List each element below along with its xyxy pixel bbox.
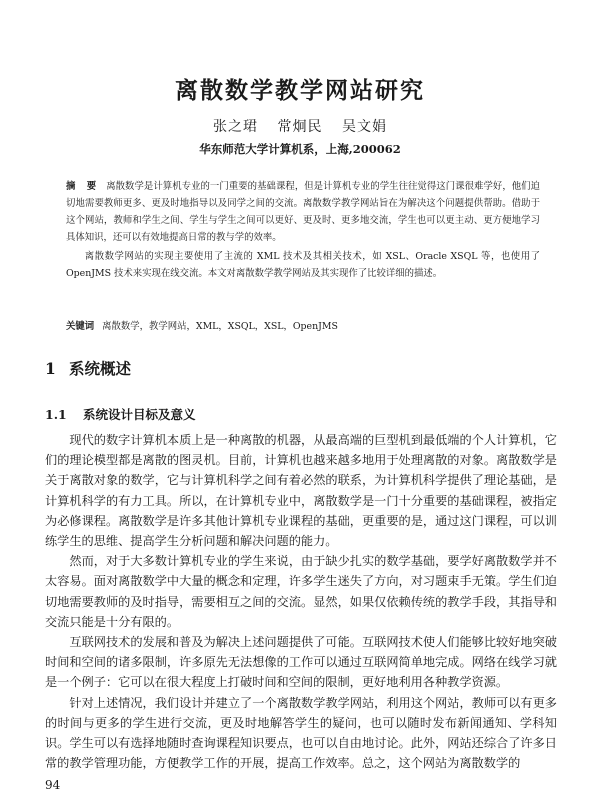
paper-title: 离散数学教学网站研究: [175, 77, 425, 104]
keywords-label: 关键词: [66, 321, 95, 332]
abstract-text-1: 离散数学是计算机专业的一门重要的基础课程，但是计算机专业的学生往往觉得这门课很难学好，他们迫切地需要教师更多、更及时地指导以及同学之间的交流。离散数学教学网站旨在为解决这个问题提供帮助。借助于这个网站，教师和学生之间、学生与学生之间可以更好、更及时、更多地交流，学生也可以更主动、更方便地学习具体知识，还可以有效地提高日常的教与学的效率。: [66, 181, 540, 243]
body-paragraph: 针对上述情况，我们设计并建立了一个离散数学教学网站，利用这个网站，教师可以有更多的时间与更多的学生进行交流，更及时地解答学生的疑问，也可以随时发布新闻通知、学科知识。学生可以有选择地随时查询课程知识要点，也可以自由地讨论。此外，网站还综合了许多日常的教学管理功能，方便教学工作的开展，提高工作效率。总之，这个网站为离散数学的: [45, 695, 557, 771]
section-title: 系统概述: [69, 359, 132, 378]
abstract-label: 摘 要: [66, 181, 101, 192]
affiliation: 华东师范大学计算机系，上海,200062: [199, 142, 401, 156]
subsection-heading: [45, 405, 196, 423]
body-paragraph: 现代的数字计算机本质上是一种离散的机器，从最高端的巨型机到最低端的个人计算机，它们的理论模型都是离散的图灵机。目前，计算机也越来越多地用于处理离散的对象。离散数学是关于离散对象的数学，它与计算机科学之间有着必然的联系，为计算机科学提供了理论基础，是计算机科学的有力工具。所以，在计算机专业中，离散数学是一门十分重要的基础课程，被指定为必修课程。离散数学是许多其他计算机专业课程的基础，更重要的是，通过这门课程，可以训练学生的思维、提高学生分析问题和解决问题的能力。: [45, 433, 557, 549]
body-paragraph: 互联网技术的发展和普及为解决上述问题提供了可能。互联网技术使人们能够比较好地突破时间和空间的诸多限制，许多原先无法想像的工作可以通过互联网简单地完成。网络在线学习就是一个例子：它可以在很大程度上打破时间和空间的限制，更好地利用各种教学资源。: [45, 635, 557, 690]
section-number: 1: [45, 359, 56, 378]
body-paragraph: 然而，对于大多数计算机专业的学生来说，由于缺少扎实的数学基础，要学好离散数学并不太容易。面对离散数学中大量的概念和定理，许多学生迷失了方向，对习题束手无策。学生们迫切地需要教师的及时指导，需要相互之间的交流。显然，如果仅依赖传统的教学手段，其指导和交流只能是十分有限的。: [45, 554, 557, 629]
subsection-title: 系统设计目标及意义: [83, 407, 196, 422]
keywords-line: [66, 318, 540, 335]
abstract-paragraph-2: 离散数学网站的实现主要使用了主流的 XML 技术及其相关技术，如 XSL、Oracle XSQL 等，也使用了 OpenJMS 技术来实现在线交流。本文对离散数学教学网站及其实现作了比较详细的描述。: [66, 251, 540, 279]
abstract-paragraph-1: [66, 178, 540, 246]
body-text: [45, 430, 557, 773]
keywords-text: 离散数学，教学网站，XML，XSQL，XSL，OpenJMS: [102, 321, 338, 332]
subsection-number: 1.1: [45, 407, 67, 422]
section-heading: [45, 357, 131, 379]
author-list: 张之珺 常炯民 吴文娟: [213, 119, 387, 135]
page-number: 94: [45, 778, 61, 792]
abstract-block: [66, 178, 540, 282]
